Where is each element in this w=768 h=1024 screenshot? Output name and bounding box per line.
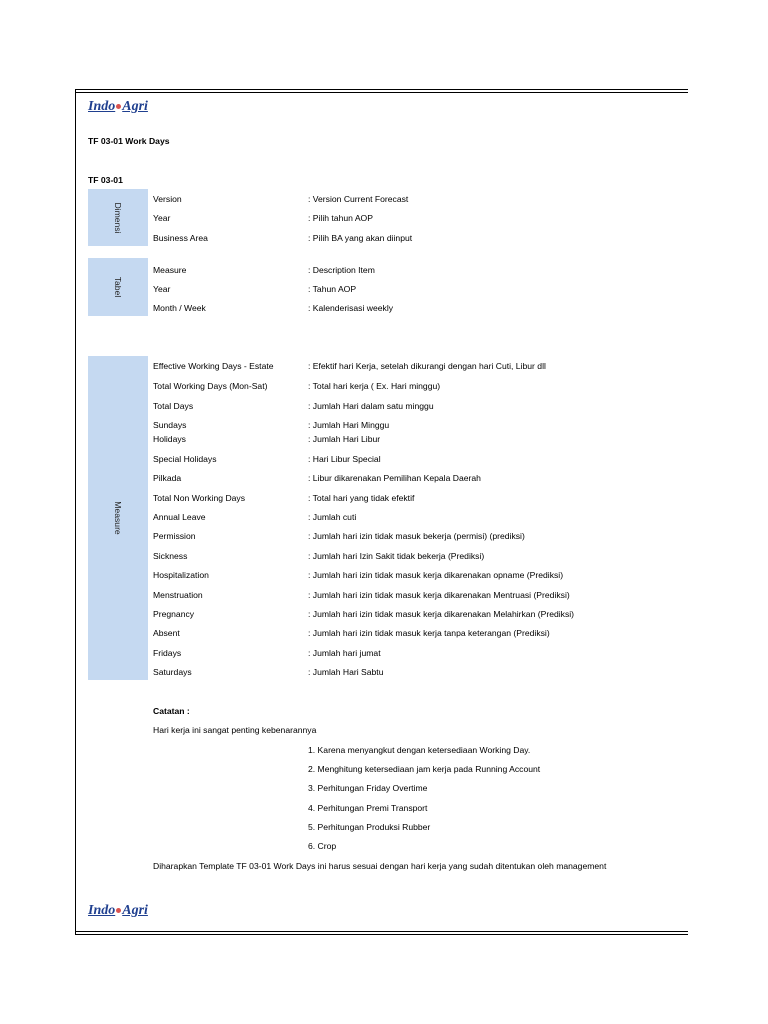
measure-row-desc: : Jumlah Hari dalam satu minggu [308, 401, 434, 411]
tabel-row-desc: : Description Item [308, 265, 375, 275]
measure-row-desc: : Libur dikarenakan Pemilihan Kepala Daerah [308, 473, 481, 483]
notes-closing: Diharapkan Template TF 03-01 Work Days ini harus sesuai dengan hari kerja yang sudah ditentukan oleh management [153, 861, 607, 871]
dimensi-row-desc: : Version Current Forecast [308, 194, 409, 204]
measure-row-desc: : Hari Libur Special [308, 454, 381, 464]
measure-row-name: Effective Working Days - Estate [153, 361, 274, 371]
bottom-border [75, 931, 688, 932]
tabel-side-label [88, 258, 148, 316]
tabel-row-name: Measure [153, 265, 187, 275]
dimensi-row-name: Version [153, 194, 182, 204]
measure-row-name: Sundays [153, 420, 187, 430]
notes-heading: Catatan : [153, 706, 190, 716]
measure-row-name: Saturdays [153, 667, 192, 677]
indoagri-logo-top [88, 99, 148, 115]
measure-row-name: Pregnancy [153, 609, 195, 619]
measure-row-name: Permission [153, 531, 196, 541]
measure-row-desc: : Jumlah hari jumat [308, 648, 381, 658]
dimensi-row-desc: : Pilih BA yang akan diinput [308, 233, 413, 243]
measure-row-desc: : Total hari yang tidak efektif [308, 493, 415, 503]
tabel-label: Tabel [113, 276, 123, 298]
notes-item: 5. Perhitungan Produksi Rubber [308, 822, 431, 832]
logo-right-text: Agri [122, 99, 148, 114]
notes-item: 4. Perhitungan Premi Transport [308, 803, 428, 813]
dimensi-side-label [88, 189, 148, 246]
logo-right-text: Agri [122, 903, 148, 918]
dimensi-row-name: Business Area [153, 233, 208, 243]
measure-row-desc: : Jumlah hari izin tidak masuk kerja dikarenakan Melahirkan (Prediksi) [308, 609, 575, 619]
top-border [75, 89, 688, 90]
notes-item: 2. Menghitung ketersediaan jam kerja pada Running Account [308, 764, 541, 774]
measure-row-desc: : Jumlah hari Izin Sakit tidak bekerja (Prediksi) [308, 551, 485, 561]
measure-row-name: Absent [153, 628, 180, 638]
measure-row-name: Fridays [153, 648, 182, 658]
measure-row-desc: : Jumlah hari izin tidak masuk kerja dikarenakan opname (Prediksi) [308, 570, 564, 580]
measure-row-desc: : Jumlah Hari Libur [308, 434, 381, 444]
measure-row-name: Total Non Working Days [153, 493, 246, 503]
measure-label: Measure [113, 501, 123, 535]
measure-row-desc: : Jumlah hari izin tidak masuk kerja tanpa keterangan (Prediksi) [308, 628, 550, 638]
indoagri-logo-bottom [88, 903, 148, 919]
tabel-row-desc: : Kalenderisasi weekly [308, 303, 394, 313]
left-border [75, 89, 76, 935]
measure-row-desc: : Jumlah Hari Sabtu [308, 667, 384, 677]
measure-row-desc: : Jumlah cuti [308, 512, 357, 522]
measure-row-name: Annual Leave [153, 512, 206, 522]
measure-row-name: Total Working Days (Mon-Sat) [153, 381, 268, 391]
notes-item: 6. Crop [308, 841, 337, 851]
logo-left-text: Indo [88, 99, 116, 114]
tabel-row-desc: : Tahun AOP [308, 284, 357, 294]
logo-left-text: Indo [88, 903, 116, 918]
measure-row-name: Total Days [153, 401, 194, 411]
dimensi-label: Dimensi [113, 201, 123, 234]
bottom-border-inner [75, 934, 688, 935]
measure-row-name: Special Holidays [153, 454, 217, 464]
tabel-row-name: Year [153, 284, 171, 294]
notes-item: 3. Perhitungan Friday Overtime [308, 783, 428, 793]
tabel-row-name: Month / Week [153, 303, 206, 313]
measure-row-name: Pilkada [153, 473, 182, 483]
logo-dot-icon [116, 104, 121, 109]
measure-row-name: Holidays [153, 434, 186, 444]
dimensi-row-desc: : Pilih tahun AOP [308, 213, 373, 223]
measure-row-name: Menstruation [153, 590, 203, 600]
measure-side-label [88, 356, 148, 680]
section-code: TF 03-01 [88, 175, 123, 185]
logo-dot-icon [116, 908, 121, 913]
measure-row-desc: : Jumlah hari izin tidak masuk bekerja (permisi) (prediksi) [308, 531, 525, 541]
top-border-inner [75, 92, 688, 93]
measure-row-name: Sickness [153, 551, 188, 561]
doc-title: TF 03-01 Work Days [88, 136, 170, 146]
measure-row-name: Hospitalization [153, 570, 209, 580]
notes-intro: Hari kerja ini sangat penting kebenarannya [153, 725, 317, 735]
measure-row-desc: : Jumlah hari izin tidak masuk kerja dikarenakan Mentruasi (Prediksi) [308, 590, 570, 600]
measure-row-desc: : Efektif hari Kerja, setelah dikurangi dengan hari Cuti, Libur dll [308, 361, 546, 371]
measure-row-desc: : Total hari kerja ( Ex. Hari minggu) [308, 381, 441, 391]
dimensi-row-name: Year [153, 213, 171, 223]
measure-row-desc: : Jumlah Hari Minggu [308, 420, 390, 430]
notes-item: 1. Karena menyangkut dengan ketersediaan Working Day. [308, 745, 531, 755]
